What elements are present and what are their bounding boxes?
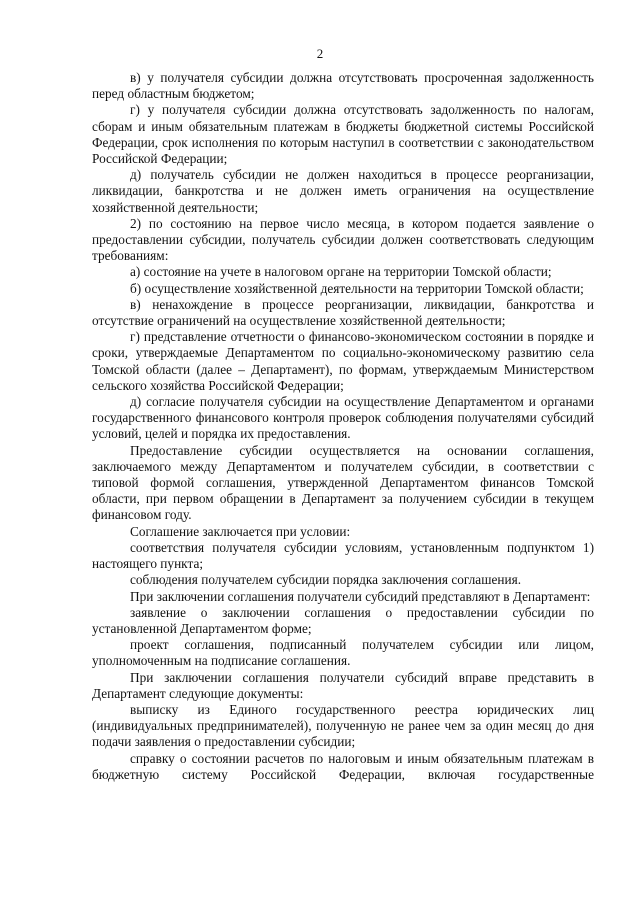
document-body <box>92 70 594 783</box>
paragraph-optional-documents: При заключении соглашения получатели субсидий вправе представить в Департамент следующие документы: <box>92 669 594 701</box>
paragraph-item-d-consent-audit: д) согласие получателя субсидии на осуществление Департаментом и органами государственного финансового контроля проверок соблюдения получателями субсидий условий, целей и порядка их предоставления. <box>92 394 594 442</box>
paragraph-clause-2-requirements: 2) по состоянию на первое число месяца, в котором подается заявление о предоставлении субсидии, получатель субсидии должен соответствовать следующим требованиям: <box>92 215 594 264</box>
paragraph-condition-compliance: соответствия получателя субсидии условиям, установленным подпунктом 1) настоящего пункта; <box>92 539 594 572</box>
paragraph-application-form: заявление о заключении соглашения о предоставлении субсидии по установленной Департаментом форме; <box>92 604 594 636</box>
paragraph-draft-agreement: проект соглашения, подписанный получателем субсидии или лицом, уполномоченным на подписание соглашения. <box>92 637 594 669</box>
paragraph-item-d-reorganization: д) получатель субсидии не должен находиться в процессе реорганизации, ликвидации, банкротства и не должен иметь ограничения на осуществление хозяйственной деятельности; <box>92 167 594 215</box>
paragraph-item-v-no-liquidation: в) ненахождение в процессе реорганизации, ликвидации, банкротства и отсутствие ограничений на осуществление хозяйственной деятельности; <box>92 296 594 329</box>
paragraph-condition-procedure: соблюдения получателем субсидии порядка заключения соглашения. <box>130 572 522 588</box>
paragraph-item-g-tax-debt: г) у получателя субсидии должна отсутствовать задолженность по налогам, сборам и иным обязательным платежам в бюджеты бюджетной системы Российской Федерации, срок исполнения по которым наступил в соответствии с законодательством Российской Федерации; <box>92 102 594 167</box>
paragraph-item-v-overdue-debt: в) у получателя субсидии должна отсутствовать просроченная задолженность перед областным бюджетом; <box>92 70 594 102</box>
paragraph-agreement-basis: Предоставление субсидии осуществляется на основании соглашения, заключаемого между Департаментом и получателем субсидии, в соответствии с типовой формой соглашения, утвержденной Департаментом финансов Томской области, при первом обращении в Департамент за получением субсидии в текущем финансовом году. <box>92 442 594 523</box>
paragraph-registry-extract: выписку из Единого государственного реестра юридических лиц (индивидуальных предпринимателей), полученную не ранее чем за один месяц до дня подачи заявления о предоставлении субсидии; <box>92 701 594 750</box>
paragraph-item-g-reporting: г) представление отчетности о финансово-экономическом состоянии в порядке и сроки, утверждаемые Департаментом по социально-экономическому развитию села Томской области (далее – Департамент), по формам, утверждаемым Министерством сельского хозяйства Российской Федерации; <box>92 329 594 393</box>
paragraph-agreement-conditions: Соглашение заключается при условии: <box>130 523 351 539</box>
paragraph-item-b-economic-activity: б) осуществление хозяйственной деятельности на территории Томской области; <box>130 280 584 296</box>
paragraph-tax-certificate: справку о состоянии расчетов по налоговым и иным обязательным платежам в бюджетную систему Российской Федерации, включая государственные <box>92 750 594 782</box>
page-number: 2 <box>316 46 324 61</box>
paragraph-documents-required: При заключении соглашения получатели субсидий представляют в Департамент: <box>130 588 591 604</box>
paragraph-item-a-tax-registration: а) состояние на учете в налоговом органе на территории Томской области; <box>130 264 552 280</box>
